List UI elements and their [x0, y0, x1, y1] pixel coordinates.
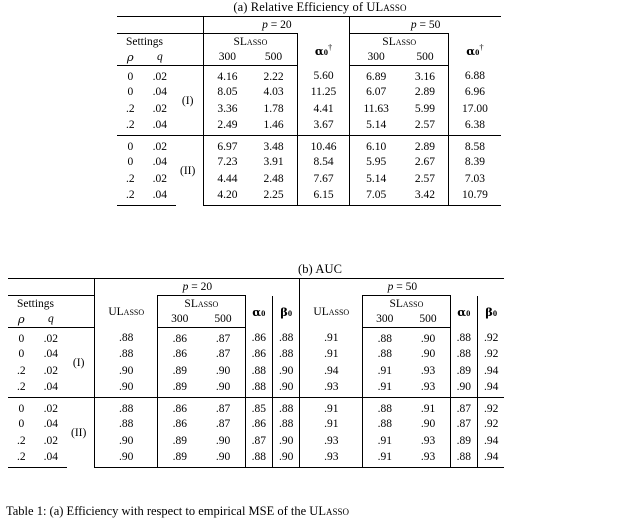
cell-rho: .2: [17, 380, 26, 393]
cell-value: 10.46: [297, 136, 350, 154]
table-a-header-p: [117, 17, 501, 34]
cell-value: .90: [95, 450, 158, 468]
cell-value: .89: [158, 433, 202, 451]
cell-value: 2.57: [414, 173, 436, 186]
header-p20: p = 20: [204, 17, 350, 34]
cell-q: .02: [43, 332, 58, 345]
cell-value: .93: [300, 380, 363, 398]
cell-value: .93: [420, 380, 436, 393]
header-slasso-p50: SLasso: [350, 34, 449, 50]
cell-value: .88: [245, 363, 272, 381]
cell-value: .91: [363, 363, 407, 381]
cell-value: 6.97: [204, 136, 251, 154]
header-n500-p20: 500: [250, 50, 297, 66]
cell-value: 4.16: [204, 66, 251, 84]
cell-value: .88: [273, 345, 300, 363]
cell-value: .94: [300, 363, 363, 381]
cell-value: 3.36: [204, 101, 251, 119]
cell-value: .90: [201, 450, 245, 468]
cell-value: .92: [478, 398, 505, 416]
cell-value: .90: [420, 332, 436, 345]
cell-q: .02: [144, 136, 176, 154]
header-beta0-p20: β0: [273, 296, 300, 328]
table-row: [117, 171, 501, 189]
cell-value: 3.91: [263, 155, 284, 168]
cell-value: .92: [478, 415, 505, 433]
table-relative-efficiency: [117, 16, 501, 206]
cell-value: 5.14: [350, 171, 402, 189]
cell-value: .86: [245, 345, 272, 363]
header-n300-p20: 300: [204, 50, 251, 66]
cell-value: .93: [300, 450, 363, 468]
cell-value: .88: [450, 345, 477, 363]
cell-q: .02: [43, 435, 58, 448]
cell-value: .89: [450, 433, 477, 451]
table-a-header-sub1: [117, 34, 501, 50]
cell-value: 2.89: [414, 85, 436, 98]
cell-q: .04: [144, 188, 176, 206]
table-row: [117, 188, 501, 206]
cell-q: .04: [152, 85, 167, 98]
cell-q: .04: [43, 380, 58, 393]
footnote-text: Table 1: (a) Efficiency with respect to empirical MSE of the U: [6, 504, 319, 518]
cell-value: 3.42: [402, 188, 449, 206]
table-row: [117, 118, 501, 136]
cell-value: .87: [450, 415, 477, 433]
table-row: [117, 83, 501, 101]
cell-q: .02: [152, 173, 167, 186]
cell-value: 2.67: [414, 155, 436, 168]
cell-rho: .2: [126, 118, 135, 131]
cell-q: .02: [152, 70, 167, 83]
cell-value: 2.25: [250, 188, 297, 206]
cell-rho: 0: [18, 347, 25, 360]
cell-value: 8.05: [204, 83, 251, 101]
cell-value: 8.58: [449, 136, 501, 154]
header-settings: Settings: [8, 296, 67, 312]
cell-value: 2.22: [263, 70, 284, 83]
cell-value: .93: [300, 433, 363, 451]
cell-q: .02: [35, 398, 67, 416]
cell-value: 2.49: [204, 118, 251, 136]
cell-value: 8.39: [449, 153, 501, 171]
cell-value: .88: [245, 380, 272, 398]
cell-value: .91: [300, 345, 363, 363]
caption-table-b: (b) AUC: [297, 262, 343, 276]
cell-value: .90: [450, 380, 477, 398]
table-row: [117, 101, 501, 119]
cell-value: 6.89: [350, 66, 402, 84]
cell-value: .91: [300, 415, 363, 433]
cell-value: 5.60: [297, 66, 350, 84]
header-n500-p50: 500: [402, 50, 449, 66]
cell-value: .90: [273, 433, 300, 451]
cell-rho: .2: [17, 435, 26, 448]
cell-value: 6.07: [350, 83, 402, 101]
table-row: [117, 136, 501, 154]
cell-value: .86: [158, 398, 202, 416]
cell-value: .90: [95, 380, 158, 398]
cell-value: .89: [158, 363, 202, 381]
cell-value: .90: [420, 347, 436, 360]
cell-value: 11.25: [297, 83, 350, 101]
header-p20: p = 20: [95, 279, 300, 296]
cell-value: .90: [95, 433, 158, 451]
cell-value: .89: [450, 363, 477, 381]
cell-rho: .2: [126, 103, 135, 116]
table-caption-footnote: [6, 504, 640, 519]
cell-value: 6.88: [449, 66, 501, 84]
cell-value: 2.57: [414, 118, 436, 131]
cell-value: .86: [158, 345, 202, 363]
cell-value: 2.89: [402, 136, 449, 154]
header-alpha0-p50: α0: [450, 296, 477, 328]
cell-value: 2.48: [263, 173, 284, 186]
header-settings: Settings: [117, 34, 176, 50]
cell-value: .88: [245, 450, 272, 468]
cell-value: 1.78: [263, 103, 284, 116]
cell-value: .88: [95, 398, 158, 416]
group-label-II: (II): [176, 136, 204, 206]
cell-q: .04: [35, 450, 67, 468]
header-alpha0-dag-p20: α0†: [297, 34, 350, 66]
cell-value: 5.14: [350, 118, 402, 136]
cell-value: .94: [478, 433, 505, 451]
cell-rho: 0: [117, 136, 144, 154]
table-b-header-sub1: [8, 296, 504, 312]
cell-value: .94: [478, 380, 505, 398]
cell-value: .91: [406, 398, 450, 416]
header-q: q: [35, 312, 67, 328]
cell-value: 4.20: [204, 188, 251, 206]
cell-value: .86: [245, 415, 272, 433]
cell-rho: 0: [127, 85, 134, 98]
cell-rho: .2: [8, 450, 35, 468]
table-b-header-p: [8, 279, 504, 296]
cell-value: .88: [450, 450, 477, 468]
header-slasso-p50: SLasso: [363, 296, 451, 312]
cell-value: .88: [273, 398, 300, 416]
cell-value: .86: [158, 415, 202, 433]
cell-value: .91: [363, 450, 407, 468]
cell-rho: .2: [117, 188, 144, 206]
cell-value: .93: [420, 435, 436, 448]
header-p50: p = 50: [300, 279, 505, 296]
caption-a-smallcaps: Lasso: [375, 0, 407, 14]
header-slasso-p20: SLasso: [158, 296, 246, 312]
cell-value: 11.63: [350, 101, 402, 119]
cell-value: .87: [201, 398, 245, 416]
header-n500-p50: 500: [406, 312, 450, 328]
cell-rho: 0: [18, 417, 25, 430]
cell-value: .87: [215, 417, 231, 430]
cell-value: 7.03: [449, 171, 501, 189]
table-row: [117, 66, 501, 84]
cell-value: .90: [420, 417, 436, 430]
spacer-cell: [67, 312, 95, 328]
cell-value: .88: [363, 345, 407, 363]
cell-value: .87: [215, 332, 231, 345]
cell-value: .93: [420, 365, 436, 378]
group-label-I: (I): [72, 356, 85, 369]
cell-value: .85: [245, 398, 272, 416]
header-q: q: [144, 50, 176, 66]
cell-value: .90: [215, 365, 231, 378]
table-row: [117, 153, 501, 171]
cell-value: 8.54: [297, 153, 350, 171]
cell-value: 1.46: [263, 118, 284, 131]
caption-a-prefix: (a) Relative Efficiency of U: [233, 0, 376, 14]
cell-value: .86: [245, 328, 272, 346]
cell-value: .94: [478, 363, 505, 381]
spacer-cell: [67, 279, 95, 296]
caption-table-a: [0, 0, 640, 15]
cell-rho: .2: [126, 173, 135, 186]
cell-rho: 0: [127, 155, 134, 168]
header-rho: ρ: [117, 50, 144, 66]
cell-value: .88: [273, 415, 300, 433]
cell-q: .04: [152, 118, 167, 131]
cell-value: .92: [478, 328, 505, 346]
cell-rho: 0: [18, 332, 25, 345]
table-row: [8, 328, 504, 346]
cell-value: 3.16: [414, 70, 436, 83]
cell-value: 10.79: [449, 188, 501, 206]
cell-value: .93: [406, 450, 450, 468]
cell-value: 7.67: [297, 171, 350, 189]
cell-value: .88: [450, 328, 477, 346]
cell-value: 4.44: [204, 171, 251, 189]
cell-value: 6.96: [449, 83, 501, 101]
header-n300-p50: 300: [363, 312, 407, 328]
header-p50: p = 50: [350, 17, 501, 34]
cell-value: .88: [95, 415, 158, 433]
cell-value: 6.10: [350, 136, 402, 154]
header-rho: ρ: [8, 312, 35, 328]
table-auc: [8, 278, 504, 468]
cell-value: .87: [245, 433, 272, 451]
cell-value: .89: [158, 380, 202, 398]
cell-value: 7.23: [204, 153, 251, 171]
cell-value: .90: [215, 380, 231, 393]
spacer-cell: [117, 17, 144, 34]
table-row: [8, 398, 504, 416]
spacer-cell: [144, 17, 176, 34]
group-label-I: (I): [181, 94, 194, 107]
cell-value: .90: [215, 435, 231, 448]
cell-q: .02: [152, 103, 167, 116]
cell-value: 6.15: [297, 188, 350, 206]
cell-value: .88: [363, 328, 407, 346]
cell-value: 3.48: [250, 136, 297, 154]
cell-value: 3.67: [297, 118, 350, 136]
cell-value: .90: [273, 450, 300, 468]
cell-value: .92: [478, 345, 505, 363]
header-n300-p50: 300: [350, 50, 402, 66]
header-slasso-p20: SLasso: [204, 34, 297, 50]
cell-value: .88: [363, 398, 407, 416]
cell-value: .88: [363, 415, 407, 433]
header-n300-p20: 300: [158, 312, 202, 328]
header-alpha0-p20: α0: [245, 296, 272, 328]
cell-value: .91: [300, 328, 363, 346]
cell-value: .90: [273, 380, 300, 398]
cell-q: .04: [43, 417, 58, 430]
cell-value: .88: [95, 345, 158, 363]
header-n500-p20: 500: [201, 312, 245, 328]
spacer-cell: [176, 50, 204, 66]
cell-value: .91: [363, 380, 407, 398]
cell-value: .90: [95, 363, 158, 381]
cell-q: .04: [152, 155, 167, 168]
spacer-cell: [8, 279, 35, 296]
footnote-smallcaps: Lasso: [318, 504, 349, 518]
cell-q: .02: [43, 365, 58, 378]
cell-rho: 0: [127, 70, 134, 83]
cell-q: .04: [43, 347, 58, 360]
cell-value: 7.05: [350, 188, 402, 206]
header-beta0-p50: β0: [478, 296, 505, 328]
cell-value: .86: [158, 328, 202, 346]
spacer-cell: [176, 17, 204, 34]
cell-value: .90: [273, 363, 300, 381]
spacer-cell: [35, 279, 67, 296]
spacer-cell: [67, 296, 95, 312]
spacer-cell: [176, 34, 204, 50]
header-ulasso-p20: ULasso: [95, 296, 158, 328]
cell-value: .94: [478, 450, 505, 468]
header-alpha0-dag-p50: α0†: [449, 34, 501, 66]
cell-rho: 0: [8, 398, 35, 416]
cell-value: .87: [450, 398, 477, 416]
cell-value: 5.95: [350, 153, 402, 171]
cell-value: 17.00: [449, 101, 501, 119]
group-label-II: (II): [67, 398, 95, 468]
cell-value: 5.99: [414, 103, 436, 116]
header-ulasso-p50: ULasso: [300, 296, 363, 328]
cell-value: .88: [95, 328, 158, 346]
cell-value: .89: [158, 450, 202, 468]
cell-value: .87: [215, 347, 231, 360]
cell-value: .91: [300, 398, 363, 416]
cell-value: .91: [363, 433, 407, 451]
cell-value: .88: [273, 328, 300, 346]
cell-value: 6.38: [449, 118, 501, 136]
cell-rho: .2: [17, 365, 26, 378]
cell-value: 4.41: [297, 101, 350, 119]
cell-value: 4.03: [263, 85, 284, 98]
